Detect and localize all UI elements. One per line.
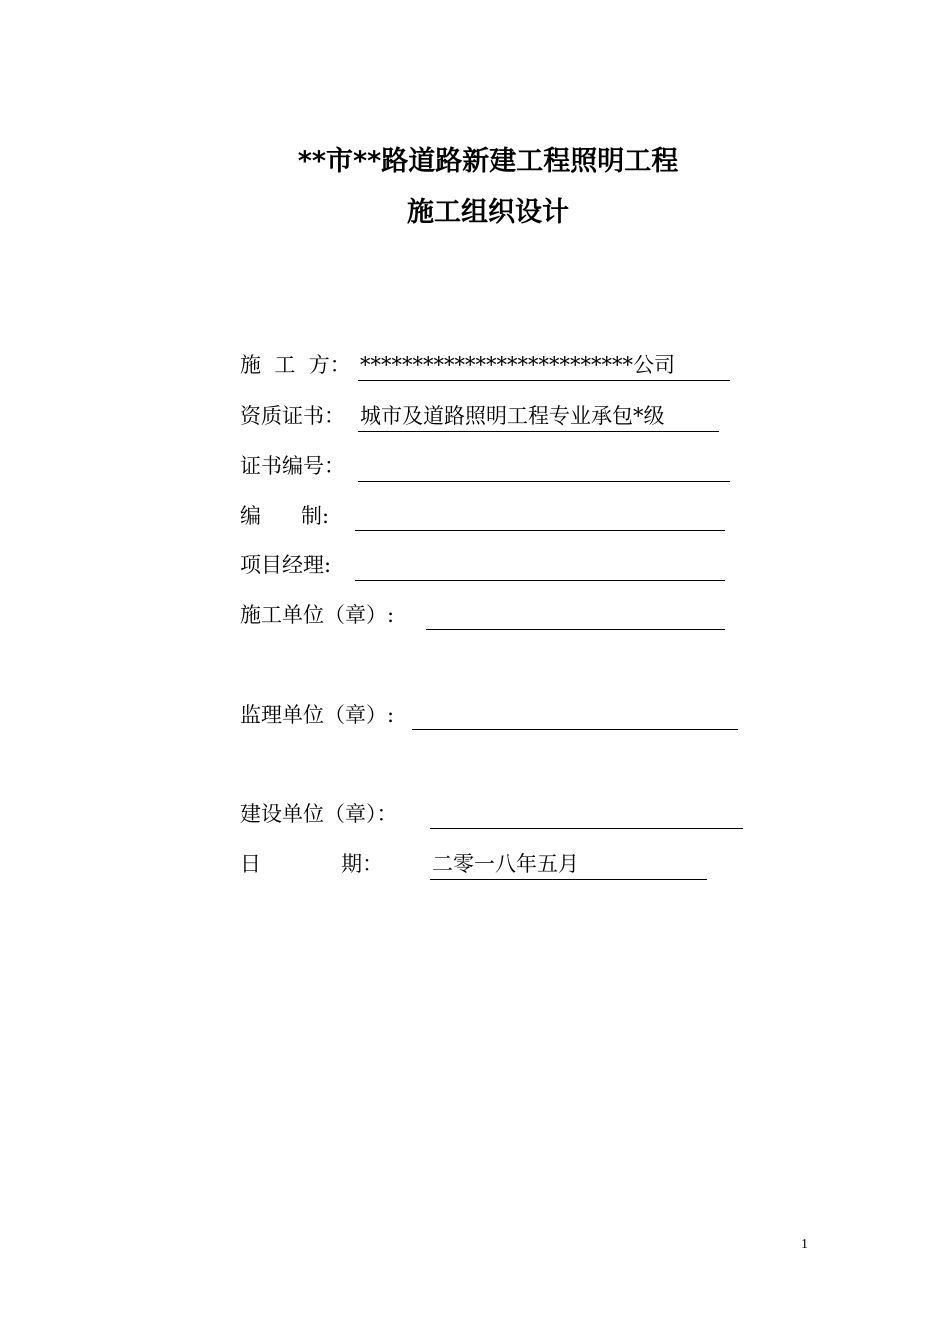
field-label: 建设单位（章）：	[240, 802, 398, 826]
fill-in-line	[358, 380, 730, 381]
field-label: 项目经理:	[240, 553, 332, 577]
fill-in-line	[412, 729, 738, 730]
field-label: 监理单位（章）:	[240, 703, 395, 727]
field-label: 编 制:	[240, 504, 330, 528]
fill-in-line	[426, 629, 725, 630]
document-title: **市**路道路新建工程照明工程	[297, 146, 679, 177]
field-value: **************************公司	[360, 353, 675, 377]
field-label: 施 工 方：	[240, 353, 351, 377]
fill-in-line	[355, 580, 725, 581]
fill-in-line	[358, 481, 730, 482]
field-value: 城市及道路照明工程专业承包*级	[360, 404, 665, 428]
field-label: 资质证书：	[240, 404, 345, 428]
field-label: 证书编号：	[240, 454, 345, 478]
fill-in-line	[358, 431, 719, 432]
fill-in-line	[430, 828, 743, 829]
fill-in-line	[355, 530, 725, 531]
fill-in-line	[430, 879, 707, 880]
document-subtitle: 施工组织设计	[407, 197, 569, 228]
field-value: 二零一八年五月	[432, 852, 579, 876]
field-label: 施工单位（章）:	[240, 603, 395, 627]
field-label: 日 期：	[240, 852, 384, 876]
page-number: 1	[801, 1237, 808, 1252]
